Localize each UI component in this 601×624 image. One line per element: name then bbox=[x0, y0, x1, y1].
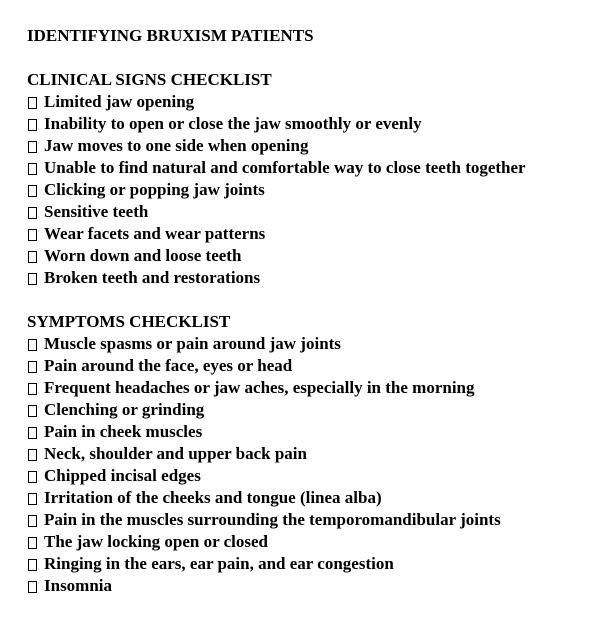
symptoms-section bbox=[27, 311, 597, 597]
checklist-item-label: Ringing in the ears, ear pain, and ear congestion bbox=[44, 554, 394, 573]
checklist-item-label: Frequent headaches or jaw aches, especially in the morning bbox=[44, 378, 475, 397]
checklist-item[interactable] bbox=[27, 399, 597, 421]
empty-checkbox-icon[interactable] bbox=[28, 119, 37, 131]
empty-checkbox-icon[interactable] bbox=[28, 185, 37, 197]
empty-checkbox-icon[interactable] bbox=[28, 493, 37, 505]
checklist-item[interactable] bbox=[27, 333, 597, 355]
checklist-item-label: Broken teeth and restorations bbox=[44, 268, 261, 287]
checklist-item[interactable] bbox=[27, 135, 597, 157]
empty-checkbox-icon[interactable] bbox=[28, 515, 37, 527]
checklist-item-label: Worn down and loose teeth bbox=[44, 246, 242, 265]
checklist-item-label: Sensitive teeth bbox=[44, 202, 149, 221]
section-heading: SYMPTOMS CHECKLIST bbox=[27, 312, 231, 331]
checklist-item-label: Pain around the face, eyes or head bbox=[44, 356, 293, 375]
checklist-item-label: Chipped incisal edges bbox=[44, 466, 201, 485]
checklist-item[interactable] bbox=[27, 223, 597, 245]
empty-checkbox-icon[interactable] bbox=[28, 449, 37, 461]
checklist-item-label: Clenching or grinding bbox=[44, 400, 205, 419]
empty-checkbox-icon[interactable] bbox=[28, 141, 37, 153]
checklist-item-label: Unable to find natural and comfortable way to close teeth together bbox=[44, 158, 526, 177]
empty-checkbox-icon[interactable] bbox=[28, 383, 37, 395]
checklist-item-label: Limited jaw opening bbox=[44, 92, 195, 111]
section-heading: CLINICAL SIGNS CHECKLIST bbox=[27, 70, 272, 89]
checklist-item[interactable] bbox=[27, 509, 597, 531]
checklist-item[interactable] bbox=[27, 421, 597, 443]
empty-checkbox-icon[interactable] bbox=[28, 581, 37, 593]
empty-checkbox-icon[interactable] bbox=[28, 339, 37, 351]
checklist-item[interactable] bbox=[27, 377, 597, 399]
checklist-item[interactable] bbox=[27, 179, 597, 201]
checklist-item-label: Inability to open or close the jaw smoothly or evenly bbox=[44, 114, 422, 133]
checklist-item[interactable] bbox=[27, 113, 597, 135]
checklist-item[interactable] bbox=[27, 487, 597, 509]
checklist-item-label: Pain in the muscles surrounding the temporomandibular joints bbox=[44, 510, 501, 529]
checklist-item[interactable] bbox=[27, 553, 597, 575]
spacer bbox=[27, 289, 597, 311]
checklist-item[interactable] bbox=[27, 443, 597, 465]
checklist-item[interactable] bbox=[27, 531, 597, 553]
checklist-item[interactable] bbox=[27, 267, 597, 289]
checklist-item[interactable] bbox=[27, 201, 597, 223]
checklist-item-label: The jaw locking open or closed bbox=[44, 532, 269, 551]
empty-checkbox-icon[interactable] bbox=[28, 537, 37, 549]
checklist-item-label: Muscle spasms or pain around jaw joints bbox=[44, 334, 341, 353]
checklist-item-label: Insomnia bbox=[44, 576, 113, 595]
checklist-item[interactable] bbox=[27, 157, 597, 179]
empty-checkbox-icon[interactable] bbox=[28, 207, 37, 219]
empty-checkbox-icon[interactable] bbox=[28, 251, 37, 263]
empty-checkbox-icon[interactable] bbox=[28, 427, 37, 439]
clinical-signs-checklist bbox=[27, 91, 597, 289]
symptoms-checklist bbox=[27, 333, 597, 597]
empty-checkbox-icon[interactable] bbox=[28, 405, 37, 417]
empty-checkbox-icon[interactable] bbox=[28, 97, 37, 109]
empty-checkbox-icon[interactable] bbox=[28, 361, 37, 373]
checklist-item-label: Pain in cheek muscles bbox=[44, 422, 203, 441]
checklist-item[interactable] bbox=[27, 465, 597, 487]
checklist-item-label: Clicking or popping jaw joints bbox=[44, 180, 265, 199]
empty-checkbox-icon[interactable] bbox=[28, 559, 37, 571]
checklist-item-label: Wear facets and wear patterns bbox=[44, 224, 266, 243]
checklist-item[interactable] bbox=[27, 575, 597, 597]
clinical-signs-section bbox=[27, 69, 597, 289]
document bbox=[27, 25, 597, 597]
spacer bbox=[27, 47, 597, 69]
empty-checkbox-icon[interactable] bbox=[28, 229, 37, 241]
checklist-item-label: Neck, shoulder and upper back pain bbox=[44, 444, 307, 463]
checklist-item-label: Jaw moves to one side when opening bbox=[44, 136, 309, 155]
checklist-item-label: Irritation of the cheeks and tongue (linea alba) bbox=[44, 488, 382, 507]
empty-checkbox-icon[interactable] bbox=[28, 471, 37, 483]
empty-checkbox-icon[interactable] bbox=[28, 273, 37, 285]
checklist-item[interactable] bbox=[27, 245, 597, 267]
checklist-item[interactable] bbox=[27, 91, 597, 113]
checklist-item[interactable] bbox=[27, 355, 597, 377]
document-title: IDENTIFYING BRUXISM PATIENTS bbox=[27, 26, 314, 45]
empty-checkbox-icon[interactable] bbox=[28, 163, 37, 175]
